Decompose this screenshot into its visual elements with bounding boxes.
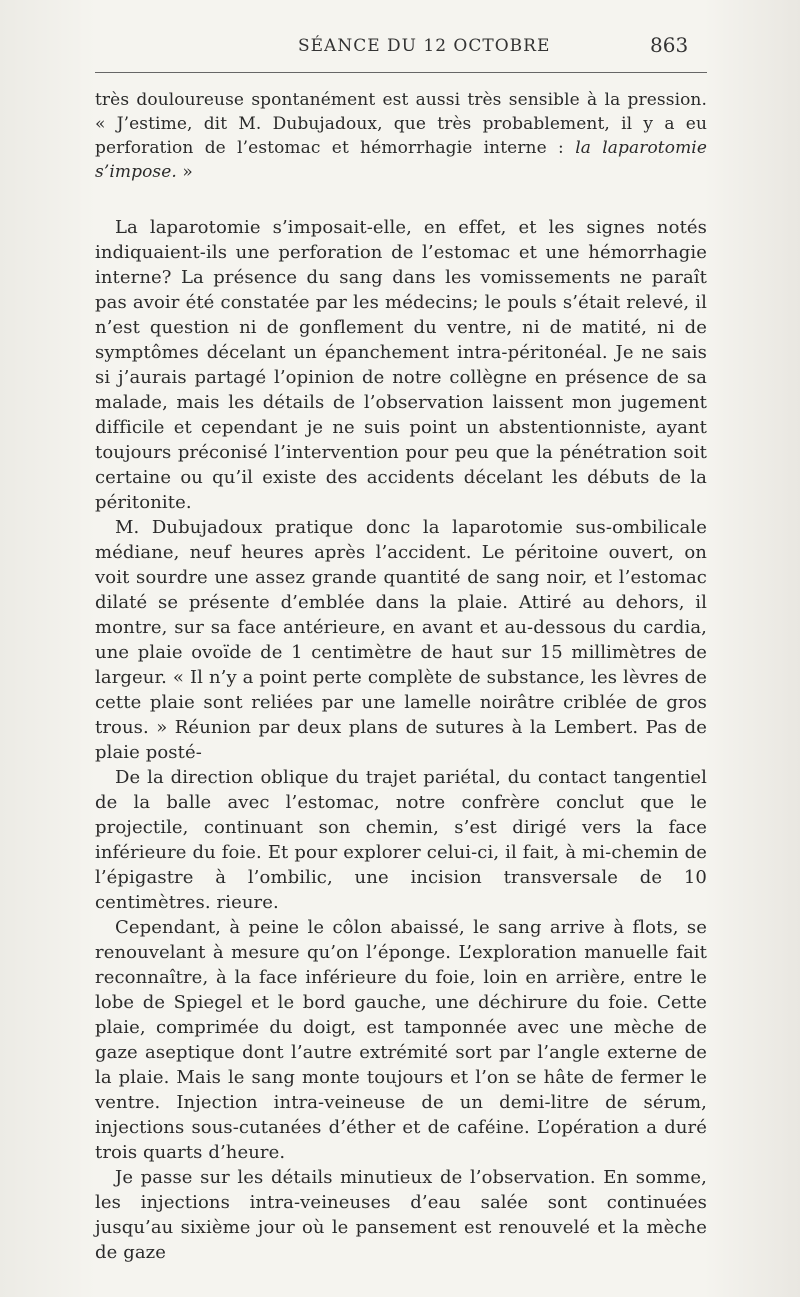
paragraph-3: De la direction oblique du trajet pariétal, du contact tangentiel de la balle avec l’estomac, notre confrère conclut que le projectile, continuant son chemin, s’est dirigé vers la face inférieure du foie. Et pour explorer celui-ci, il fait, à mi-chemin de l’épigastre à l’ombilic, une incision transversale de 10 centimètres. rieure. [95,766,707,913]
paragraph-2: M. Dubujadoux pratique donc la laparotomie sus-ombilicale médiane, neuf heures après l’accident. Le péritoine ouvert, on voit sourdre une assez grande quantité de sang noir, et l’estomac dilaté se présente d’emblée dans la plaie. Attiré au dehors, il montre, sur sa face antérieure, en avant et au-dessous du cardia, une plaie ovoïde de 1 centimètre de haut sur 15 millimètres de largeur. « Il n’y a point perte complète de substance, les lèvres de cette plaie sont reliées par une lamelle noirâtre criblée de gros trous. » Réunion par deux plans de sutures à la Lembert. Pas de plaie posté- [95,516,707,763]
paragraph-1: La laparotomie s’imposait-elle, en effet, et les signes notés indiquaient-ils une perforation de l’estomac et une hémorrhagie interne? La présence du sang dans les vomissements ne paraît pas avoir été constatée par les médecins; le pouls s’était relevé, il n’est question ni de gonflement du ventre, ni de matité, ni de symptômes décelant un épanchement intra-péritonéal. Je ne sais si j’aurais partagé l’opinion de notre collègne en présence de sa malade, mais les détails de l’observation laissent mon jugement difficile et cependant je ne suis point un abstentionniste, ayant toujours préconisé l’intervention pour peu que la pénétration soit certaine ou qu’il existe des accidents décelant les débuts de la péritonite. [95,216,707,513]
page-content [95,88,707,1265]
quote-text: très douloureuse spontanément est aussi très sensible à la pression. « J’estime, dit M. Dubujadoux, que très probablement, il y a eu perforation de l’estomac et hémorrhagie interne : [95,90,707,159]
quoted-opening [95,88,707,185]
paragraph-5: Je passe sur les détails minutieux de l’observation. En somme, les injections intra-veineuses d’eau salée sont continuées jusqu’au sixième jour où le pansement est renouvelé et la mèche de gaze [95,1167,707,1264]
quote-italic: la laparotomie s’impose. [95,138,707,183]
section-gap [95,185,707,215]
page-number: 863 [650,33,689,57]
page-header [0,0,800,60]
running-title: SÉANCE DU 12 OCTOBRE [298,36,551,56]
paragraph-4: Cependant, à peine le côlon abaissé, le sang arrive à flots, se renouvelant à mesure qu’on l’éponge. L’exploration manuelle fait reconnaître, à la face inférieure du foie, loin en arrière, entre le lobe de Spiegel et le bord gauche, une déchirure du foie. Cette plaie, comprimée du doigt, est tamponnée avec une mèche de gaze aseptique dont l’autre extrémité sort par l’angle externe de la plaie. Mais le sang monte toujours et l’on se hâte de fermer le ventre. Injection intra-veineuse de un demi-litre de sérum, injections sous-cutanées d’éther et de caféine. L’opération a duré trois quarts d’heure. [95,916,707,1164]
header-rule [95,72,707,73]
quote-end: » [182,162,193,183]
